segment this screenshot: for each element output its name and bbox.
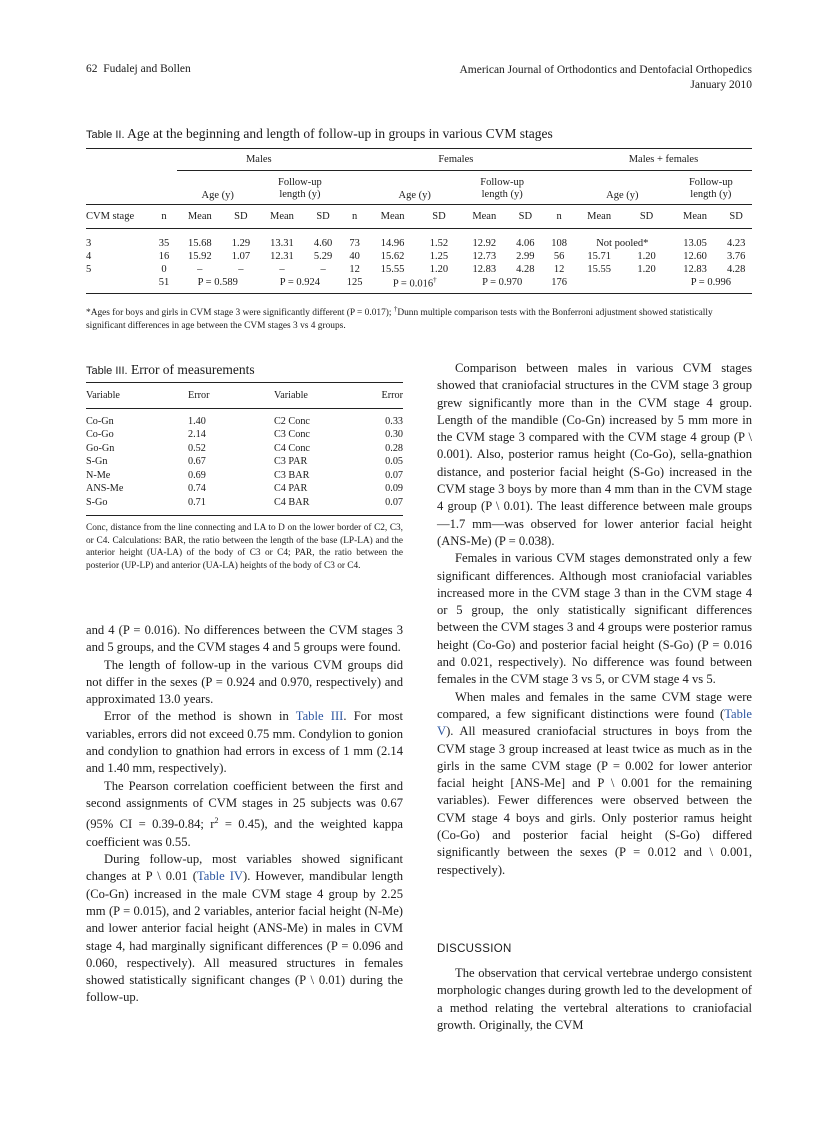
paragraph: The length of follow-up in the various CVM groups did not differ in the sexes (P = 0.924 and 0.970, respectively) and approximated 13.0 years.	[86, 657, 403, 707]
table4-link[interactable]: Table IV	[196, 869, 244, 884]
table-row: S-Gn 0.67 C3 PAR 0.05	[86, 456, 403, 468]
table-row: S-Go 0.71 C4 BAR 0.07	[86, 496, 403, 508]
sub-age-f: Age (y)	[368, 171, 461, 205]
table2	[86, 148, 752, 294]
table2-header-row: CVM stage n Mean SD Mean SD n Mean SD Mean SD n Mean SD Mean SD	[86, 205, 752, 229]
group-all: Males + females	[628, 154, 699, 165]
sub-follow-f: Follow-up length (y)	[461, 171, 543, 205]
table-row: 5 0 – – – – 12 15.55 1.20 12.83 4.28 12 15.55 1.20 12.83 4.28	[86, 263, 746, 275]
table3-link[interactable]: Table III	[295, 709, 344, 724]
sub-age-m: Age (y)	[177, 171, 259, 205]
group-females: Females	[438, 154, 474, 165]
running-header-left	[86, 63, 191, 75]
paragraph: Error of the method is shown in Table III. For most variables, errors did not exceed 0.75 mm. Condylion to gonion and condylion to gnathion had errors in excess of 1 mm (2.14 and 1.40 mm, respectively).	[86, 709, 403, 776]
journal-issue: January 2010	[690, 79, 752, 91]
table-row: 3 35 15.68 1.29 13.31 4.60 73 14.96 1.52 12.92 4.06 108 Not pooled* 13.05 4.23	[86, 237, 746, 249]
paragraph: The observation that cervical vertebrae undergo consistent morphologic changes during growth led to the development of a method relating the vertebral alterations to craniofacial growth. Originally, the CVM	[437, 966, 752, 1032]
table3-footnote: Conc, distance from the line connecting and LA to D on the lower border of C2, C3, or C4. Calculations: BAR, the ratio between the length of the base (LP-LA) and the anterior height (UA-LA) of the body of C3 or C4; PAR, the ratio between the posterior (UP-LP) and anterior (UA-LA) heights of the body of C3 or C4.	[86, 523, 403, 571]
table2-p-row: 51 P = 0.589 P = 0.924 125 P = 0.016† P = 0.970 176 P = 0.996	[158, 275, 731, 289]
running-header-right	[459, 63, 752, 93]
sub-follow-all: Follow-up length (y)	[670, 171, 752, 205]
table2-label: Table II.	[86, 129, 125, 141]
paragraph: During follow-up, most variables showed significant changes at P \ 0.01 (Table IV). However, mandibular length (Co-Gn) increased in the male CVM stage 4 group by 2.25 mm (P = 0.015), and 2 variables, anterior facial height (N-Me) and lower anterior facial height (ANS-Me) in males in CVM stage 4, had marginally significant differences (P = 0.096 and 0.060, respectively). All measured structures in females showed statistically significant changes (P \ 0.01) during the follow-up.	[86, 852, 403, 1005]
header-authors: Fudalej and Bollen	[103, 63, 191, 75]
table-row: N-Me 0.69 C3 BAR 0.07	[86, 469, 403, 481]
paragraph: The Pearson correlation coefficient between the first and second assignments of CVM stages in 25 subjects was 0.67 (95% CI = 0.39-0.84; $r^2 = 0.45$), and the weighted kappa coefficient was 0.55.	[86, 778, 403, 849]
table2-footnote: *Ages for boys and girls in CVM stage 3 were significantly different (P = 0.017); †Dunn multiple comparison tests with the Bonferroni adjustment showed statistically significant differences in age between the CVM stages 3 vs 4 groups.	[86, 305, 713, 331]
table3-header-row: Variable Error Variable Error	[86, 383, 403, 409]
not-pooled: Not pooled*	[596, 237, 649, 249]
table-row: 4 16 15.92 1.07 12.31 5.29 40 15.62 1.25 12.73 2.99 56 15.71 1.20 12.60 3.76	[86, 250, 746, 262]
right-column-text	[437, 360, 752, 879]
group-males: Males	[245, 154, 272, 165]
discussion-text	[437, 965, 752, 1034]
sub-follow-m: Follow-up length (y)	[259, 171, 341, 205]
page-number: 62	[86, 63, 98, 75]
table-row: Go-Gn 0.52 C4 Conc 0.28	[86, 442, 403, 454]
paragraph: Females in various CVM stages demonstrated only a few significant differences. Although most craniofacial variables increased more in the CVM stage 3 than in the CVM stage 4 or 5 group, the only statistically significant differences between the CVM stages 3 and 4 groups were posterior ramus height (Co-Go) and posterior facial height (S-Go) (P = 0.016 and 0.021, respectively). No difference was found between females in the CVM stage 3 vs 5, or CVM stage 4 vs 5.	[437, 551, 752, 687]
paragraph: When males and females in the same CVM stage were compared, a few significant distinctions were found (Table V). All measured craniofacial structures in boys from the CVM stage 3 group increased at least twice as much as in the girls in the same CVM stage (P = 0.002 for lower anterior facial height [ANS-Me] and P \ 0.001 for the remaining variables). Fewer differences were observed between the CVM stage 4 boys and girls. Only posterior ramus height (Co-Go) and posterior facial height (S-Go) differed significantly between the sexes (P = 0.012 and \ 0.001, respectively).	[437, 689, 752, 877]
table3-caption	[86, 362, 255, 378]
table-row: ANS-Me 0.74 C4 PAR 0.09	[86, 483, 403, 495]
table5-link[interactable]: Table V	[437, 706, 752, 739]
left-column-text	[86, 622, 403, 1007]
paragraph: Comparison between males in various CVM stages showed that craniofacial structures in the CVM stage 3 group grew significantly more than in the CVM stage 4 group. Length of the mandible (Co-Gn) increased by 5 mm more in the CVM stage 3 compared with the CVM stage 4 group (P \ 0.001). Also, posterior ramus height (Co-Go), sella-gnathion distance, and posterior facial height (S-Go) increased in the CVM stage 3 boys by more than 4 mm than in the CVM stage 4 group (P \ 0.01). The least difference between male groups—1.7 mm—was observed for lower anterior facial height (ANS-Me) (P = 0.038).	[437, 361, 752, 548]
table2-caption	[86, 126, 553, 142]
discussion-heading: DISCUSSION	[437, 943, 512, 955]
table2-title: Age at the beginning and length of follow-up in groups in various CVM stages	[127, 126, 553, 141]
table3-title: Error of measurements	[130, 362, 255, 377]
table-row: Co-Go 2.14 C3 Conc 0.30	[86, 429, 403, 441]
paragraph: and 4 (P = 0.016). No differences between the CVM stages 3 and 5 groups, and the CVM stages 4 and 5 groups were found.	[86, 623, 403, 655]
table3	[86, 382, 403, 516]
table3-label: Table III.	[86, 365, 128, 377]
table-row: Co-Gn 1.40 C2 Conc 0.33	[86, 415, 403, 427]
sub-age-all: Age (y)	[575, 171, 670, 205]
journal-name: American Journal of Orthodontics and Dentofacial Orthopedics	[459, 64, 752, 76]
